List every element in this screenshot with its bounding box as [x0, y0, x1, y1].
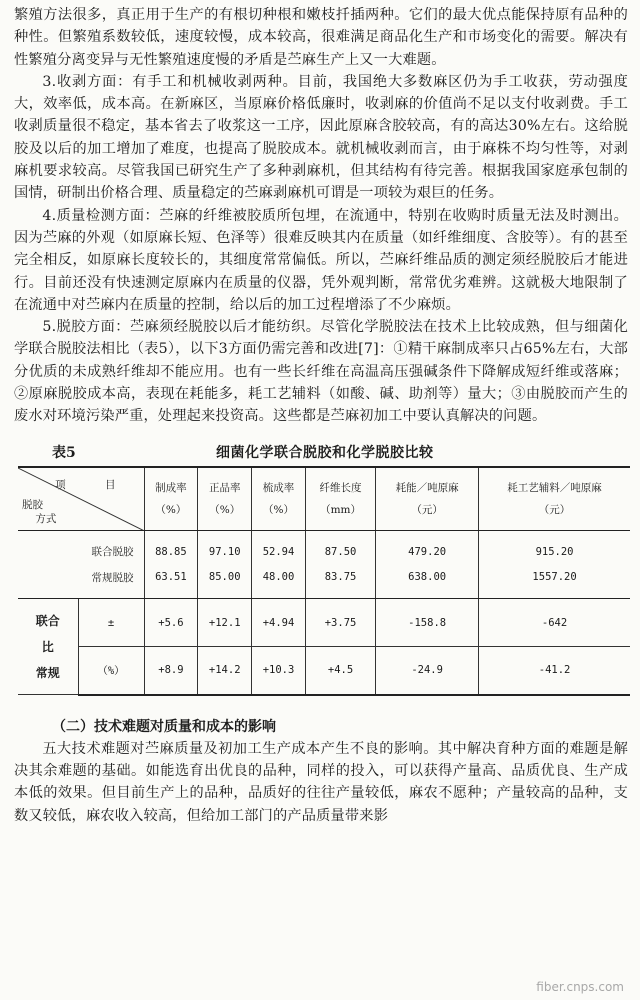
table-cell: 479.20: [376, 531, 479, 565]
row-label-combined: 联合脱胶: [91, 546, 134, 559]
table-cell: 88.85: [144, 531, 198, 565]
table-title: 细菌化学联合脱胶和化学脱胶比较: [216, 444, 434, 461]
column-header-yield: 制成率 （%）: [144, 467, 198, 531]
table-cell: +10.3: [252, 647, 306, 695]
watermark: fiber.cnps.com: [536, 980, 624, 994]
table-cell: +4.5: [305, 647, 375, 695]
table-cell: -41.2: [479, 647, 630, 695]
table-cell: 87.50: [305, 531, 375, 565]
table-cell: 638.00: [376, 565, 479, 599]
table-5: [14, 442, 628, 696]
table-cell: 48.00: [252, 565, 306, 599]
paragraph-tech-difficulties: 五大技术难题对苎麻质量及初加工生产成本产生不良的影响。其中解决育种方面的难题是解决其余难题的基础。如能选育出优良的品种，同样的投入，可以获得产量高、品质优良、生产成本低的效果。但目前生产上的品种，品质好的往往产量较低，麻农不愿种；产量较高的品种，支数又较低，麻农收入较高，但给加工部门的产品质量带来影: [14, 740, 628, 824]
table-cell: 83.75: [305, 565, 375, 599]
table-cell: 1557.20: [479, 565, 630, 599]
row-label-conventional: 常规脱胶: [18, 565, 144, 599]
table-cell: -158.8: [376, 599, 479, 647]
table-row: [18, 599, 630, 647]
paragraph-harvesting: 3.收剥方面：有手工和机械收剥两种。目前，我国绝大多数麻区仍为手工收获，劳动强度大，效率低，成本高。在新麻区，当原麻价格低廉时，收剥麻的价值尚不足以支付收剥费。手工收剥质量很不稳定，基本省去了收浆这一工序，因此原麻含胶较高，有的高达30%左右。这给脱胶及以后的加工增加了难度，也提高了脱胶成本。就机械收剥而言，由于麻株不均匀性等，对剥麻机要求较高。尽管我国已研究生产了多种剥麻机，但其结构有待完善。根据我国家庭承包制的国情，研制出价格合理、质量稳定的苎麻剥麻机可谓是一项较为艰巨的任务。: [14, 73, 628, 202]
comparison-unit-percent: （%）: [78, 647, 144, 695]
table-cell: -24.9: [376, 647, 479, 695]
table-cell: +12.1: [198, 599, 252, 647]
comparison-table: [18, 466, 630, 696]
table-cell: +3.75: [305, 599, 375, 647]
column-header-combing-rate: 梳成率 （%）: [252, 467, 306, 531]
table-row: [18, 647, 630, 695]
table-cell: +5.6: [144, 599, 198, 647]
table-cell: 52.94: [252, 531, 306, 565]
table-cell: -642: [479, 599, 630, 647]
column-header-energy-cost: 耗能／吨原麻 （元）: [376, 467, 479, 531]
table-caption: [14, 442, 628, 466]
table-cell: +14.2: [198, 647, 252, 695]
table-cell: 97.10: [198, 531, 252, 565]
table-cell: +8.9: [144, 647, 198, 695]
table-corner-cell: [18, 467, 144, 531]
table-cell: 85.00: [198, 565, 252, 599]
table-row: [18, 565, 630, 599]
column-header-fiber-length: 纤维长度 （mm）: [305, 467, 375, 531]
corner-label-method: 脱胶 方式: [22, 499, 57, 526]
paragraph-quality-testing: 4.质量检测方面：苎麻的纤维被胶质所包埋，在流通中，特别在收购时质量无法及时测出。因为苎麻的外观（如原麻长短、色泽等）很难反映其内在质量（如纤维细度、含胶等）。有的甚至完全相反，如原麻长度较长的，其细度常常偏低。所以，苎麻纤维品质的测定须经脱胶后才能进行。目前还没有快速测定原麻内在质量的仪器，凭外观判断，常常优劣难辨。这就极大地限制了在流通中对苎麻内在质量的控制，给以后的加工过程增添了不少麻烦。: [14, 207, 628, 313]
column-header-auxiliary-cost: 耗工艺辅料／吨原麻 （元）: [479, 467, 630, 531]
table-number: 表5: [52, 444, 76, 461]
paragraph-breeding-continued: 繁殖方法很多，真正用于生产的有根切种根和嫩枝扦插两种。它们的最大优点能保持原有品种的种性。但繁殖系数较低，速度较慢，成本较高，很难满足商品化生产和市场变化的需要。解决有性繁殖分离变异与无性繁殖速度慢的矛盾是苎麻生产上又一大难题。: [14, 7, 628, 68]
column-header-grade-rate: 正品率 （%）: [198, 467, 252, 531]
section-heading: （二）技术难题对质量和成本的影响: [52, 718, 276, 735]
table-cell: +4.94: [252, 599, 306, 647]
comparison-unit-absolute: ±: [78, 599, 144, 647]
corner-label-items: 项 目: [55, 478, 134, 491]
paragraph-degumming: 5.脱胶方面：苎麻须经脱胶以后才能纺织。尽管化学脱胶法在技术上比较成熟，但与细菌化学联合脱胶法相比（表5），以下3方面仍需完善和改进[7]：①精干麻制成率只占65%左右，大部分优质的未成熟纤维却不能应用。也有一些长纤维在高温高压强碱条件下降解成短纤维或落麻；②原麻脱胶成本高，表现在耗能多，耗工艺辅料（如酸、碱、助剂等）量大；③由脱胶而产生的废水对环境污染严重，处理起来投资高。这些都是苎麻初加工中要认真解决的问题。: [14, 319, 628, 425]
comparison-label: 联合 比 常规: [18, 599, 78, 695]
table-cell: 63.51: [144, 565, 198, 599]
table-cell: 915.20: [479, 531, 630, 565]
table-header-row: [18, 467, 630, 531]
table-row: [18, 531, 630, 565]
